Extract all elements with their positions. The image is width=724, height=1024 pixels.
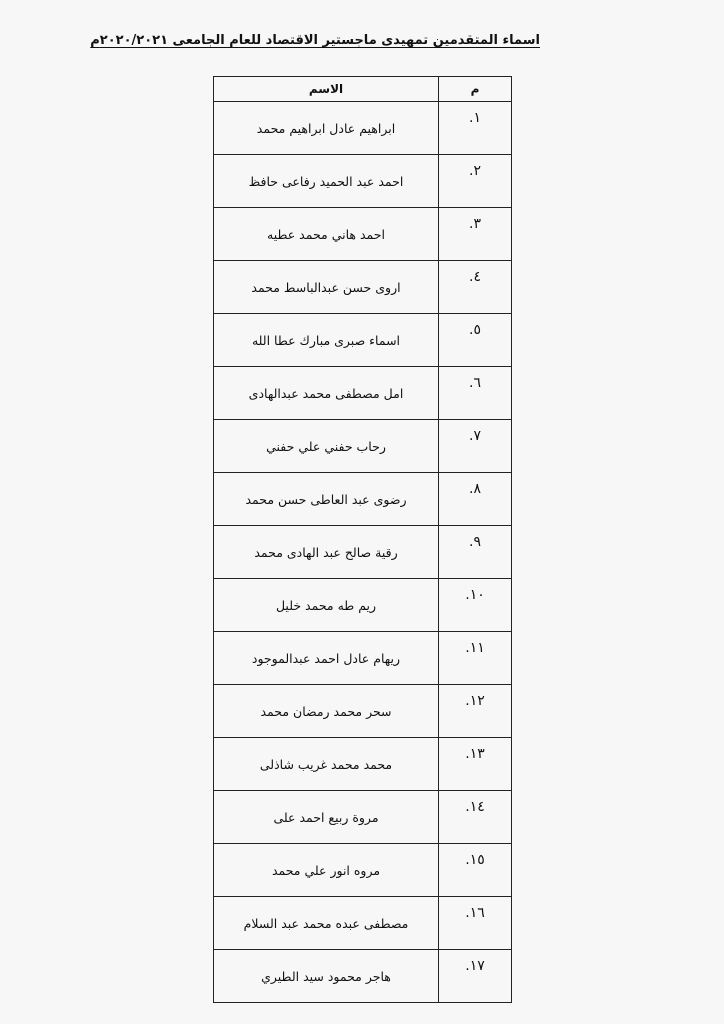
table-row — [214, 208, 512, 261]
row-number: ٨. — [439, 473, 512, 526]
table-row — [214, 950, 512, 1003]
table-row — [214, 579, 512, 632]
row-number: ١٣. — [439, 738, 512, 791]
number-column-header: م — [439, 77, 512, 102]
row-name: ريهام عادل احمد عبدالموجود — [214, 632, 439, 685]
table-row — [214, 897, 512, 950]
row-name: رحاب حفني علي حفني — [214, 420, 439, 473]
row-name: امل مصطفى محمد عبدالهادى — [214, 367, 439, 420]
row-name: هاجر محمود سيد الطيري — [214, 950, 439, 1003]
row-number: ١٠. — [439, 579, 512, 632]
name-column-header: الاسم — [214, 77, 439, 102]
row-number: ١٦. — [439, 897, 512, 950]
table-header-row — [214, 77, 512, 102]
table-row — [214, 526, 512, 579]
row-number: ١٧. — [439, 950, 512, 1003]
row-name: مروه انور علي محمد — [214, 844, 439, 897]
row-number: ٤. — [439, 261, 512, 314]
row-name: مروة ربيع احمد على — [214, 791, 439, 844]
table-row — [214, 844, 512, 897]
table-row — [214, 102, 512, 155]
row-name: احمد هاني محمد عطيه — [214, 208, 439, 261]
row-number: ٣. — [439, 208, 512, 261]
row-name: ابراهيم عادل ابراهيم محمد — [214, 102, 439, 155]
row-name: اسماء صبرى مبارك عطا الله — [214, 314, 439, 367]
table-row — [214, 685, 512, 738]
row-name: رقية صالح عبد الهادى محمد — [214, 526, 439, 579]
page-title: اسماء المتقدمين تمهيدى ماجستير الاقتصاد للعام الجامعى ٢٠٢٠/٢٠٢١م — [90, 33, 540, 48]
names-table — [213, 76, 512, 1003]
row-name: ريم طه محمد خليل — [214, 579, 439, 632]
table-row — [214, 791, 512, 844]
row-number: ١١. — [439, 632, 512, 685]
table-row — [214, 155, 512, 208]
table-row — [214, 367, 512, 420]
row-number: ١. — [439, 102, 512, 155]
row-name: مصطفى عبده محمد عبد السلام — [214, 897, 439, 950]
table-row — [214, 261, 512, 314]
table-row — [214, 632, 512, 685]
row-number: ٦. — [439, 367, 512, 420]
table-row — [214, 314, 512, 367]
row-name: محمد محمد غريب شاذلى — [214, 738, 439, 791]
row-number: ١٢. — [439, 685, 512, 738]
table-row — [214, 473, 512, 526]
row-number: ٩. — [439, 526, 512, 579]
row-number: ٧. — [439, 420, 512, 473]
row-name: سحر محمد رمضان محمد — [214, 685, 439, 738]
row-number: ١٥. — [439, 844, 512, 897]
table-row — [214, 738, 512, 791]
table-row — [214, 420, 512, 473]
row-number: ٢. — [439, 155, 512, 208]
row-number: ١٤. — [439, 791, 512, 844]
row-number: ٥. — [439, 314, 512, 367]
table-body — [214, 102, 512, 1003]
row-name: رضوى عبد العاطى حسن محمد — [214, 473, 439, 526]
row-name: اروى حسن عبدالباسط محمد — [214, 261, 439, 314]
row-name: احمد عبد الحميد رفاعى حافظ — [214, 155, 439, 208]
